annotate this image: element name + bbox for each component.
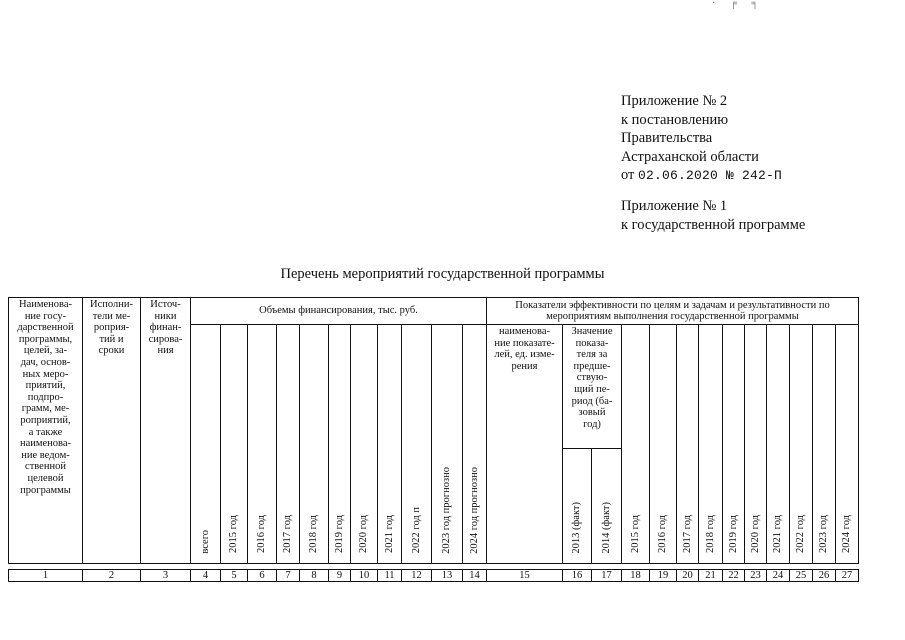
header-funding-2024: 2024 год прогнозно xyxy=(463,325,487,564)
header-funding-2018: 2018 год xyxy=(300,325,329,564)
header-executors: Исполни- тели ме- роприя- тий и сроки xyxy=(83,298,141,564)
scan-corner-marks: · ╒ ╕ xyxy=(712,0,765,9)
header-funding-2016: 2016 год xyxy=(248,325,277,564)
header-indicator-2021: 2021 год xyxy=(767,325,790,564)
column-number: 20 xyxy=(677,570,699,582)
column-number: 21 xyxy=(699,570,723,582)
appendix-line: Правительства xyxy=(621,130,713,147)
appendix-line: к государственной программе xyxy=(621,216,806,233)
appendix-line: к постановлению xyxy=(621,111,729,128)
column-number: 18 xyxy=(622,570,650,582)
header-indicator-2016: 2016 год xyxy=(650,325,677,564)
column-number: 15 xyxy=(487,570,563,582)
header-indicator-2015: 2015 год xyxy=(622,325,650,564)
header-indicator-2020: 2020 год xyxy=(745,325,767,564)
column-number: 25 xyxy=(790,570,813,582)
header-indicator-2018: 2018 год xyxy=(699,325,723,564)
resolution-number: 02.06.2020 № 242-П xyxy=(638,168,783,184)
appendix-date-line xyxy=(621,166,782,186)
header-program-name: Наименова- ние госу- дарственной программы, целей, за- дач, основ- ных меро- приятий, подпро- грамм, ме- роприятий, а также наименова- ние ведом- ственной целевой программы xyxy=(9,298,83,564)
column-number: 13 xyxy=(432,570,463,582)
column-number: 4 xyxy=(191,570,221,582)
column-number: 14 xyxy=(463,570,487,582)
header-indicator-2023: 2023 год xyxy=(813,325,836,564)
column-number: 24 xyxy=(767,570,790,582)
column-number: 23 xyxy=(745,570,767,582)
column-number: 27 xyxy=(836,570,859,582)
header-funding-sources: Источ- ники финан- сирова- ния xyxy=(141,298,191,564)
column-number: 17 xyxy=(592,570,622,582)
column-number: 3 xyxy=(141,570,191,582)
column-number: 16 xyxy=(563,570,592,582)
document-title: Перечень мероприятий государственной программы xyxy=(280,266,605,282)
appendix-line: Астраханской области xyxy=(621,148,759,165)
header-funding-2019: 2019 год xyxy=(329,325,351,564)
column-number: 2 xyxy=(83,570,141,582)
header-funding-2022: 2022 год п xyxy=(402,325,432,564)
header-funding-2017: 2017 год xyxy=(277,325,300,564)
column-number: 19 xyxy=(650,570,677,582)
column-number: 26 xyxy=(813,570,836,582)
header-base-2013: 2013 (факт) xyxy=(563,449,592,564)
header-funding-2021: 2021 год xyxy=(378,325,402,564)
column-number: 22 xyxy=(723,570,745,582)
column-number: 11 xyxy=(378,570,402,582)
header-funding-total: всего xyxy=(191,325,221,564)
column-number: 12 xyxy=(402,570,432,582)
header-funding-2015: 2015 год xyxy=(221,325,248,564)
appendix-line: Приложение № 1 xyxy=(621,198,728,214)
column-number: 6 xyxy=(248,570,277,582)
program-table xyxy=(8,297,859,582)
header-base-2014: 2014 (факт) xyxy=(592,449,622,564)
header-indicator-2024: 2024 год xyxy=(836,325,859,564)
column-number: 7 xyxy=(277,570,300,582)
appendix-2-header xyxy=(621,197,805,234)
header-indicator-2022: 2022 год xyxy=(790,325,813,564)
appendix-line: Приложение № 2 xyxy=(621,93,728,109)
date-prefix: от xyxy=(621,167,635,184)
header-indicator-2019: 2019 год xyxy=(723,325,745,564)
column-number: 10 xyxy=(351,570,378,582)
header-funding-2023: 2023 год прогнозно xyxy=(432,325,463,564)
header-funding-2020: 2020 год xyxy=(351,325,378,564)
column-number: 1 xyxy=(9,570,83,582)
column-number-row xyxy=(9,570,859,582)
appendix-header xyxy=(621,92,782,186)
header-indicator-name: наименова- ние показате- лей, ед. изме- рения xyxy=(487,325,563,564)
header-indicator-2017: 2017 год xyxy=(677,325,699,564)
header-funding-volumes: Объемы финансирования, тыс. руб. xyxy=(191,298,487,325)
header-base-value: Значение показа- теля за предше- ствую- щий пе- риод (ба- зовый год) xyxy=(563,325,622,449)
column-number: 5 xyxy=(221,570,248,582)
header-indicators: Показатели эффективности по целям и задачам и результативности по мероприятиям выполнения государственной программы xyxy=(487,298,859,325)
column-number: 9 xyxy=(329,570,351,582)
column-number: 8 xyxy=(300,570,329,582)
